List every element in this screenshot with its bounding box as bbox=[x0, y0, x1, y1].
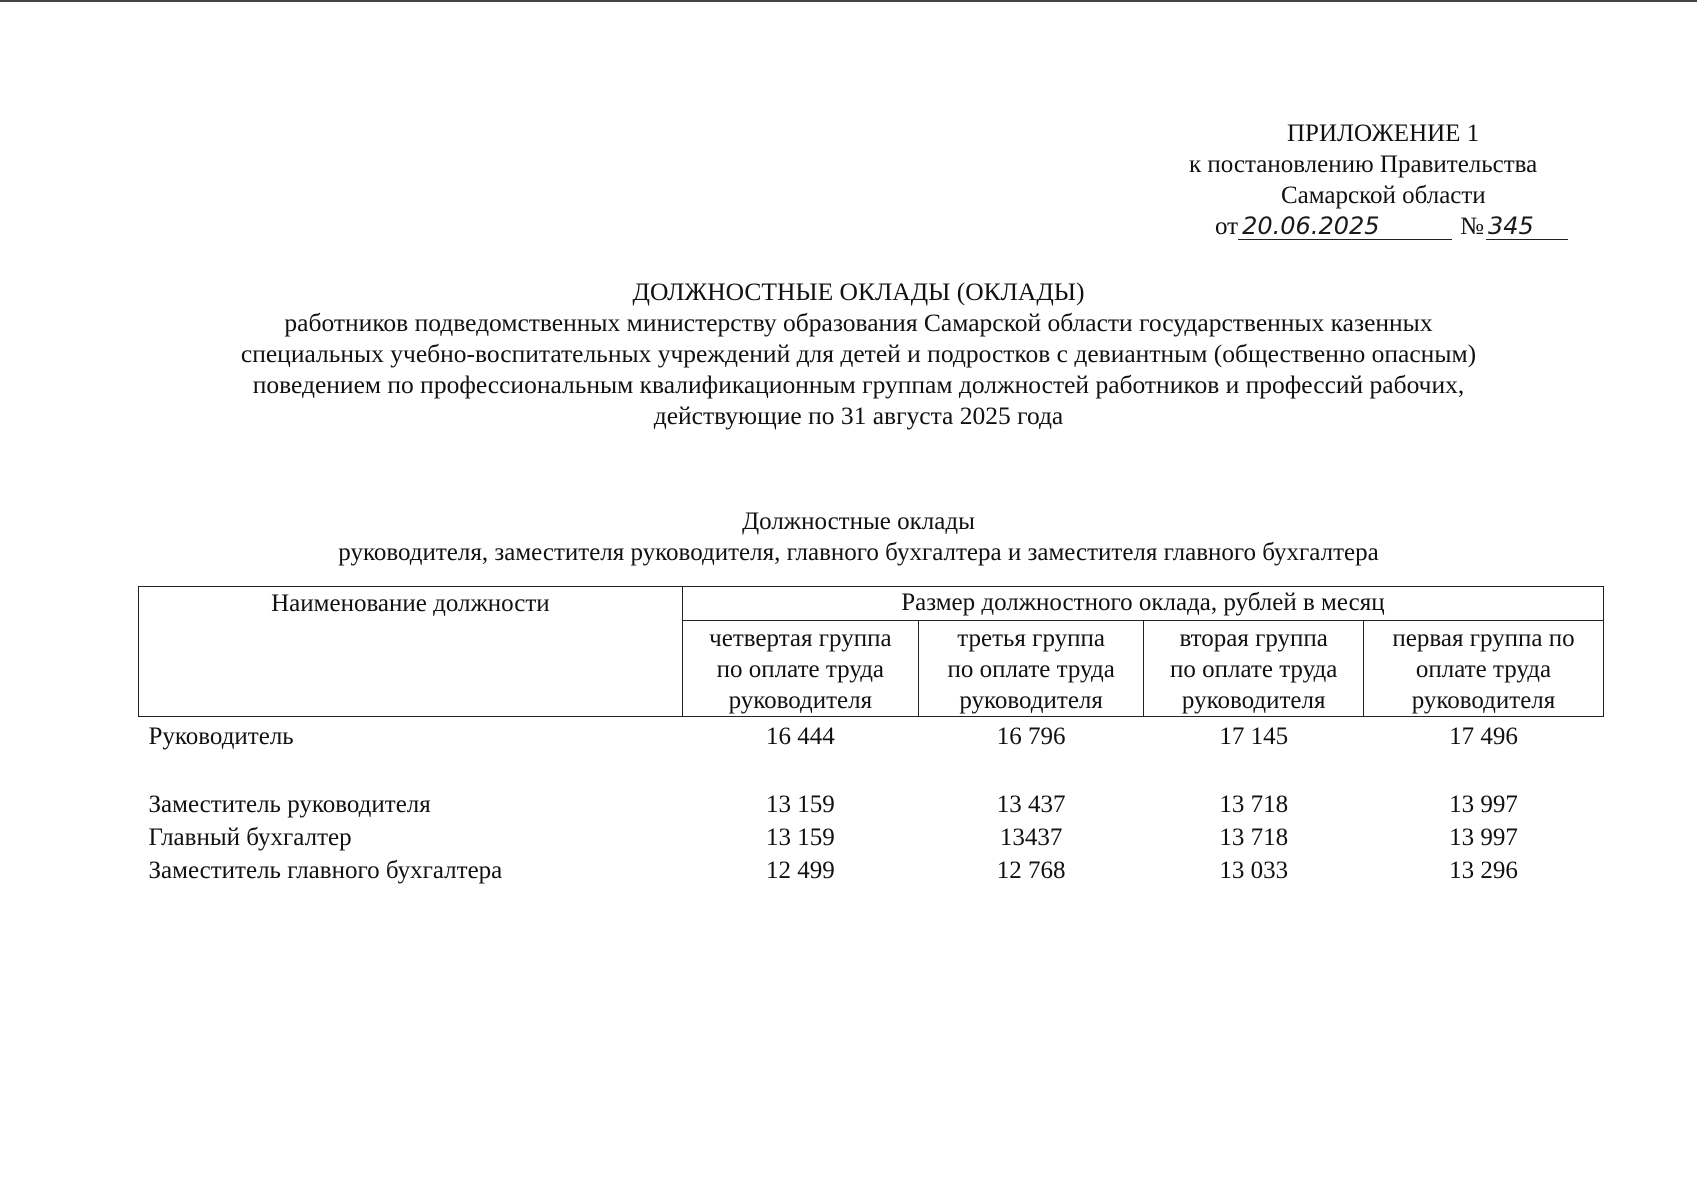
salary-cell: 13437 bbox=[999, 824, 1063, 851]
position-cell: Заместитель главного бухгалтера bbox=[148, 857, 503, 884]
position-cell: Заместитель руководителя bbox=[148, 791, 431, 818]
salary-cell: 13 997 bbox=[1449, 824, 1518, 851]
salary-cell: 16 796 bbox=[996, 723, 1066, 750]
top-border-line bbox=[0, 0, 1697, 2]
salary-cell: 12 499 bbox=[765, 857, 835, 884]
table-row bbox=[139, 717, 1604, 757]
document-heading bbox=[0, 276, 1697, 431]
salary-cell: 13 159 bbox=[765, 791, 835, 818]
salary-cell: 13 437 bbox=[996, 791, 1066, 818]
heading-line: работников подведомственных министерству образования Самарской области государственных казенных bbox=[284, 308, 1433, 337]
salary-cell: 13 033 bbox=[1219, 857, 1289, 884]
salary-cell: 17 496 bbox=[1449, 723, 1518, 750]
table-row bbox=[139, 788, 1604, 821]
salary-cell: 12 768 bbox=[996, 857, 1066, 884]
position-name-header: Наименование должности bbox=[139, 587, 683, 717]
group-2-header: вторая группа по оплате труда руководителя bbox=[1144, 621, 1364, 717]
salary-size-header: Размер должностного оклада, рублей в месяц bbox=[682, 587, 1603, 621]
heading-line: поведением по профессиональным квалификационным группам должностей работников и профессий рабочих, bbox=[252, 370, 1465, 399]
salary-cell: 13 997 bbox=[1449, 791, 1518, 818]
table-row bbox=[139, 821, 1604, 854]
group-3-header: третья группа по оплате труда руководителя bbox=[918, 621, 1143, 717]
appendix-reference: к постановлению Правительства bbox=[1189, 151, 1538, 178]
heading-title: ДОЛЖНОСТНЫЕ ОКЛАДЫ (ОКЛАДЫ) bbox=[632, 277, 1085, 306]
appendix-date-number bbox=[1180, 211, 1580, 242]
subheading-title: Должностные оклады bbox=[742, 508, 975, 535]
table-header-row bbox=[139, 587, 1604, 621]
date-prefix: от bbox=[1215, 213, 1239, 240]
table-row bbox=[139, 854, 1604, 887]
heading-line: действующие по 31 августа 2025 года bbox=[653, 401, 1064, 430]
table-subheading bbox=[0, 506, 1697, 568]
spacer-row bbox=[139, 756, 1604, 788]
handwritten-number: 345 bbox=[1486, 213, 1568, 240]
handwritten-date: 20.06.2025 bbox=[1238, 213, 1452, 240]
number-sign: № bbox=[1460, 213, 1484, 240]
salary-table bbox=[138, 586, 1604, 887]
salary-cell: 13 159 bbox=[765, 824, 835, 851]
position-cell: Руководитель bbox=[148, 723, 294, 750]
appendix-title: ПРИЛОЖЕНИЕ 1 bbox=[1287, 120, 1480, 147]
salary-cell: 13 296 bbox=[1449, 857, 1518, 884]
subheading-line: руководителя, заместителя руководителя, главного бухгалтера и заместителя главного бухгалтера bbox=[338, 539, 1379, 566]
appendix-block bbox=[1180, 118, 1580, 242]
group-4-header: четвертая группа по оплате труда руководителя bbox=[682, 621, 918, 717]
group-1-header: первая группа по оплате труда руководителя bbox=[1364, 621, 1604, 717]
salary-cell: 13 718 bbox=[1219, 824, 1289, 851]
appendix-region: Самарской области bbox=[1281, 182, 1486, 209]
salary-cell: 17 145 bbox=[1219, 723, 1289, 750]
position-cell: Главный бухгалтер bbox=[148, 824, 352, 851]
salary-cell: 13 718 bbox=[1219, 791, 1289, 818]
heading-line: специальных учебно-воспитательных учреждений для детей и подростков с девиантным (общественно опасным) bbox=[240, 339, 1477, 368]
salary-cell: 16 444 bbox=[765, 723, 835, 750]
